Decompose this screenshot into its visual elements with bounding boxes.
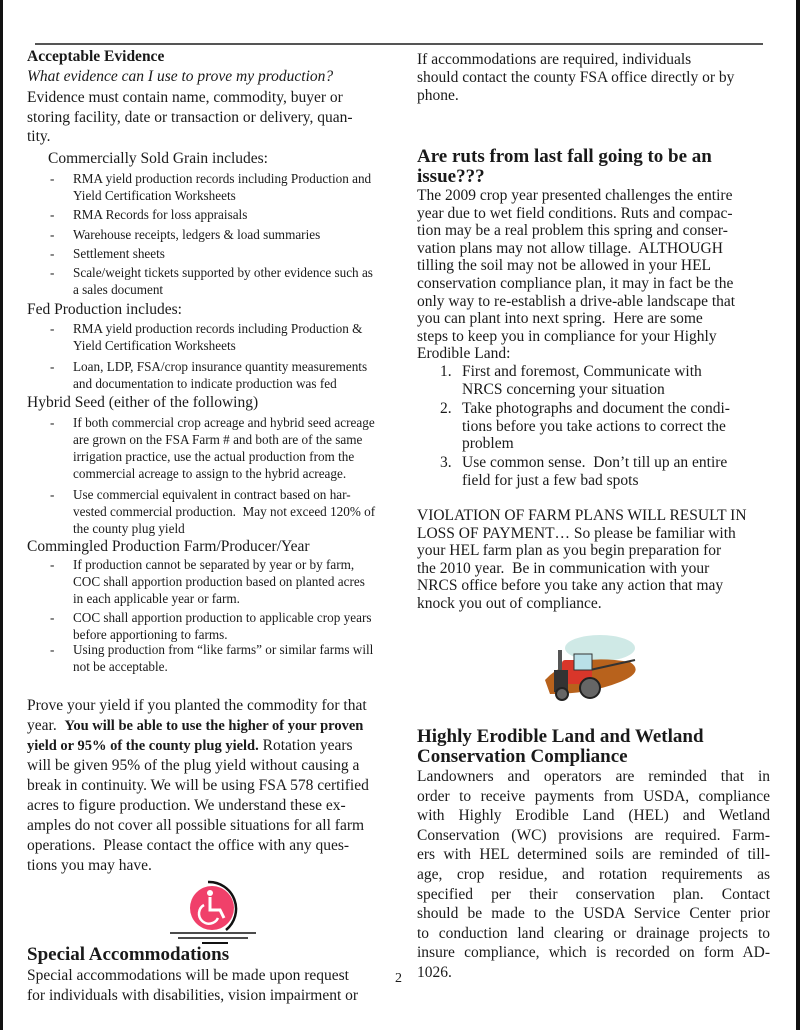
paragraph-line: storing facility, date or transaction or delivery, quan- [27, 108, 353, 126]
text-run: operations. Please contact the office with any ques- [27, 837, 350, 854]
paragraph-line: order to receive payments from USDA, compliance [417, 787, 770, 805]
list-item-line: before apportioning to farms. [73, 627, 228, 642]
list-item-line: COC shall apportion production to applicable crop years [73, 610, 372, 625]
list-item-line: Using production from “like farms” or similar farms will [73, 642, 374, 657]
list-item-line: vested commercial production. May not exceed 120% of [73, 504, 376, 519]
list-heading: Commercially Sold Grain includes: [48, 150, 268, 167]
list-item-line: If both commercial crop acreage and hybrid seed acreage [73, 415, 375, 430]
section-subtitle: What evidence can I use to prove my production? [27, 68, 334, 85]
paragraph-line: Landowners and operators are reminded that in [417, 768, 770, 785]
list-bullet: - [50, 487, 55, 502]
section-title: Highly Erodible Land and Wetland [417, 726, 704, 747]
step-line: field for just a few bad spots [462, 471, 639, 489]
list-bullet: - [50, 207, 55, 222]
paragraph-line [27, 857, 152, 875]
paragraph-line [27, 717, 363, 735]
list-item-line: a sales document [73, 282, 164, 297]
tractor-clipart [540, 632, 645, 707]
step-line: Use common sense. Don’t till up an entire [462, 454, 728, 471]
step-number: 1. [440, 363, 452, 380]
paragraph-line: conservation compliance plan, it may in fact be the [417, 275, 734, 292]
list-heading: Commingled Production Farm/Producer/Year [27, 538, 310, 555]
list-item-line: not be acceptable. [73, 659, 168, 674]
paragraph-line: steps to keep you in compliance for your Highly [417, 327, 717, 345]
text-run: will be given 95% of the plug yield without causing a [27, 757, 360, 774]
page-border-right [796, 0, 800, 1030]
paragraph-line: should be made to the USDA Service Center prior [417, 905, 770, 923]
text-run: Prove your yield if you planted the commodity for that [27, 697, 367, 714]
list-item-line: Use commercial equivalent in contract based on har- [73, 487, 351, 502]
list-bullet: - [50, 227, 55, 242]
paragraph-line: your HEL farm plan as you begin preparation for [417, 542, 722, 560]
list-bullet: - [50, 610, 55, 625]
paragraph-line: with Highly Erodible Land (HEL) and Wetland [417, 807, 770, 825]
paragraph-line [27, 797, 346, 815]
list-item-line: Yield Certification Worksheets [73, 338, 236, 353]
paragraph-line [27, 837, 349, 855]
section-title: Special Accommodations [27, 944, 230, 965]
list-item-line: RMA yield production records including Production and [73, 171, 372, 186]
step-line: Take photographs and document the condi- [462, 400, 730, 417]
header-rule [35, 43, 763, 45]
paragraph-line: insure compliance, which is recorded on form AD- [417, 944, 770, 962]
list-bullet: - [50, 246, 55, 261]
list-item-line: Yield Certification Worksheets [73, 188, 236, 203]
paragraph-line: Special accommodations will be made upon request [27, 967, 349, 984]
paragraph-line: only way to re-establish a drive-able landscape that [417, 292, 736, 310]
list-heading: Fed Production includes: [27, 301, 182, 318]
paragraph-line: LOSS OF PAYMENT… So please be familiar with [417, 524, 736, 542]
paragraph-line: should contact the county FSA office directly or by [417, 69, 735, 86]
paragraph-line: knock you out of compliance. [417, 595, 602, 612]
list-bullet: - [50, 642, 55, 657]
step-line: tions before you take actions to correct the [462, 417, 726, 435]
paragraph-line [27, 777, 369, 795]
list-item-line: are grown on the FSA Farm # and both are of the same [73, 432, 363, 447]
paragraph-line: VIOLATION OF FARM PLANS WILL RESULT IN [417, 507, 747, 524]
text-run: Rotation years [258, 737, 353, 754]
section-title: Conservation Compliance [417, 746, 628, 767]
paragraph-line: The 2009 crop year presented challenges the entire [417, 187, 733, 204]
list-item-line: RMA Records for loss appraisals [73, 207, 248, 222]
step-line: NRCS concerning your situation [462, 380, 665, 398]
paragraph-line: specified per their conservation plan. Contact [417, 885, 770, 903]
section-title: Are ruts from last fall going to be an [417, 146, 712, 167]
paragraph-line: you can plant into next spring. Here are some [417, 310, 703, 328]
list-bullet: - [50, 171, 55, 186]
paragraph-line: the 2010 year. Be in communication with your [417, 559, 710, 577]
paragraph-line: to conduction land clearing or drainage projects to [417, 924, 770, 942]
text-run: tions you may have. [27, 857, 152, 874]
list-item-line: If production cannot be separated by year or by farm, [73, 557, 355, 572]
paragraph-line: Conservation (WC) provisions are required. Farm- [417, 826, 770, 844]
list-bullet: - [50, 557, 55, 572]
paragraph-line: Erodible Land: [417, 345, 511, 363]
paragraph-line [27, 817, 364, 835]
list-bullet: - [50, 359, 55, 374]
list-item-line: Warehouse receipts, ledgers & load summaries [73, 227, 321, 242]
step-number: 2. [440, 400, 452, 417]
list-item-line: and documentation to indicate production was fed [73, 376, 337, 391]
text-run: acres to figure production. We understand these ex- [27, 797, 346, 814]
list-item-line: Loan, LDP, FSA/crop insurance quantity measurements [73, 359, 368, 374]
paragraph-line: age, crop residue, and rotation requirements as [417, 866, 770, 883]
list-item-line: Scale/weight tickets supported by other evidence such as [73, 265, 373, 280]
list-heading: Hybrid Seed (either of the following) [27, 394, 259, 411]
section-title: Acceptable Evidence [27, 48, 165, 65]
paragraph-line: vation plans may not allow tillage. ALTHOUGH [417, 239, 723, 257]
text-run: amples do not cover all possible situations for all farm [27, 817, 365, 834]
page-border-left [0, 0, 3, 1030]
paragraph-line: ers with HEL determined soils are reminded of till- [417, 846, 770, 864]
list-item-line: in each applicable year or farm. [73, 591, 240, 606]
paragraph-line [27, 757, 359, 775]
list-bullet: - [50, 321, 55, 336]
paragraph-line: NRCS office before you take any action that may [417, 577, 724, 595]
paragraph-line: tity. [27, 128, 51, 145]
bold-text: You will be able to use the higher of your proven [64, 718, 364, 734]
paragraph-line [27, 737, 353, 755]
list-item-line: Settlement sheets [73, 246, 165, 261]
step-line: First and foremost, Communicate with [462, 363, 702, 380]
paragraph-line: 1026. [417, 964, 452, 981]
bold-text: yield or 95% of the county plug yield. [27, 738, 259, 754]
wheelchair-accessibility-icon [168, 880, 260, 944]
list-bullet: - [50, 415, 55, 430]
paragraph-line: tion may be a real problem this spring and conser- [417, 222, 728, 240]
paragraph-line: phone. [417, 87, 459, 104]
list-item-line: commercial acreage to assign to the hybrid acreage. [73, 466, 347, 481]
text-run: break in continuity. We will be using FSA 578 certified [27, 777, 369, 794]
paragraph-line: If accommodations are required, individuals [417, 51, 692, 68]
list-item-line: the county plug yield [73, 521, 185, 536]
paragraph-line: Evidence must contain name, commodity, buyer or [27, 89, 343, 106]
text-run: year. [27, 717, 65, 734]
list-item-line: COC shall apportion production based on planted acres [73, 574, 365, 589]
paragraph-line: for individuals with disabilities, vision impairment or [27, 987, 359, 1004]
page-number: 2 [395, 971, 402, 986]
list-item-line: RMA yield production records including Production & [73, 321, 363, 336]
paragraph-line [27, 697, 367, 715]
section-title: issue??? [417, 166, 485, 187]
paragraph-line: year due to wet field conditions. Ruts and compac- [417, 204, 733, 222]
list-bullet: - [50, 265, 55, 280]
step-line: problem [462, 435, 514, 453]
paragraph-line: tilling the soil may not be allowed in your HEL [417, 257, 712, 275]
step-number: 3. [440, 454, 452, 471]
list-item-line: irrigation practice, use the actual production from the [73, 449, 355, 464]
